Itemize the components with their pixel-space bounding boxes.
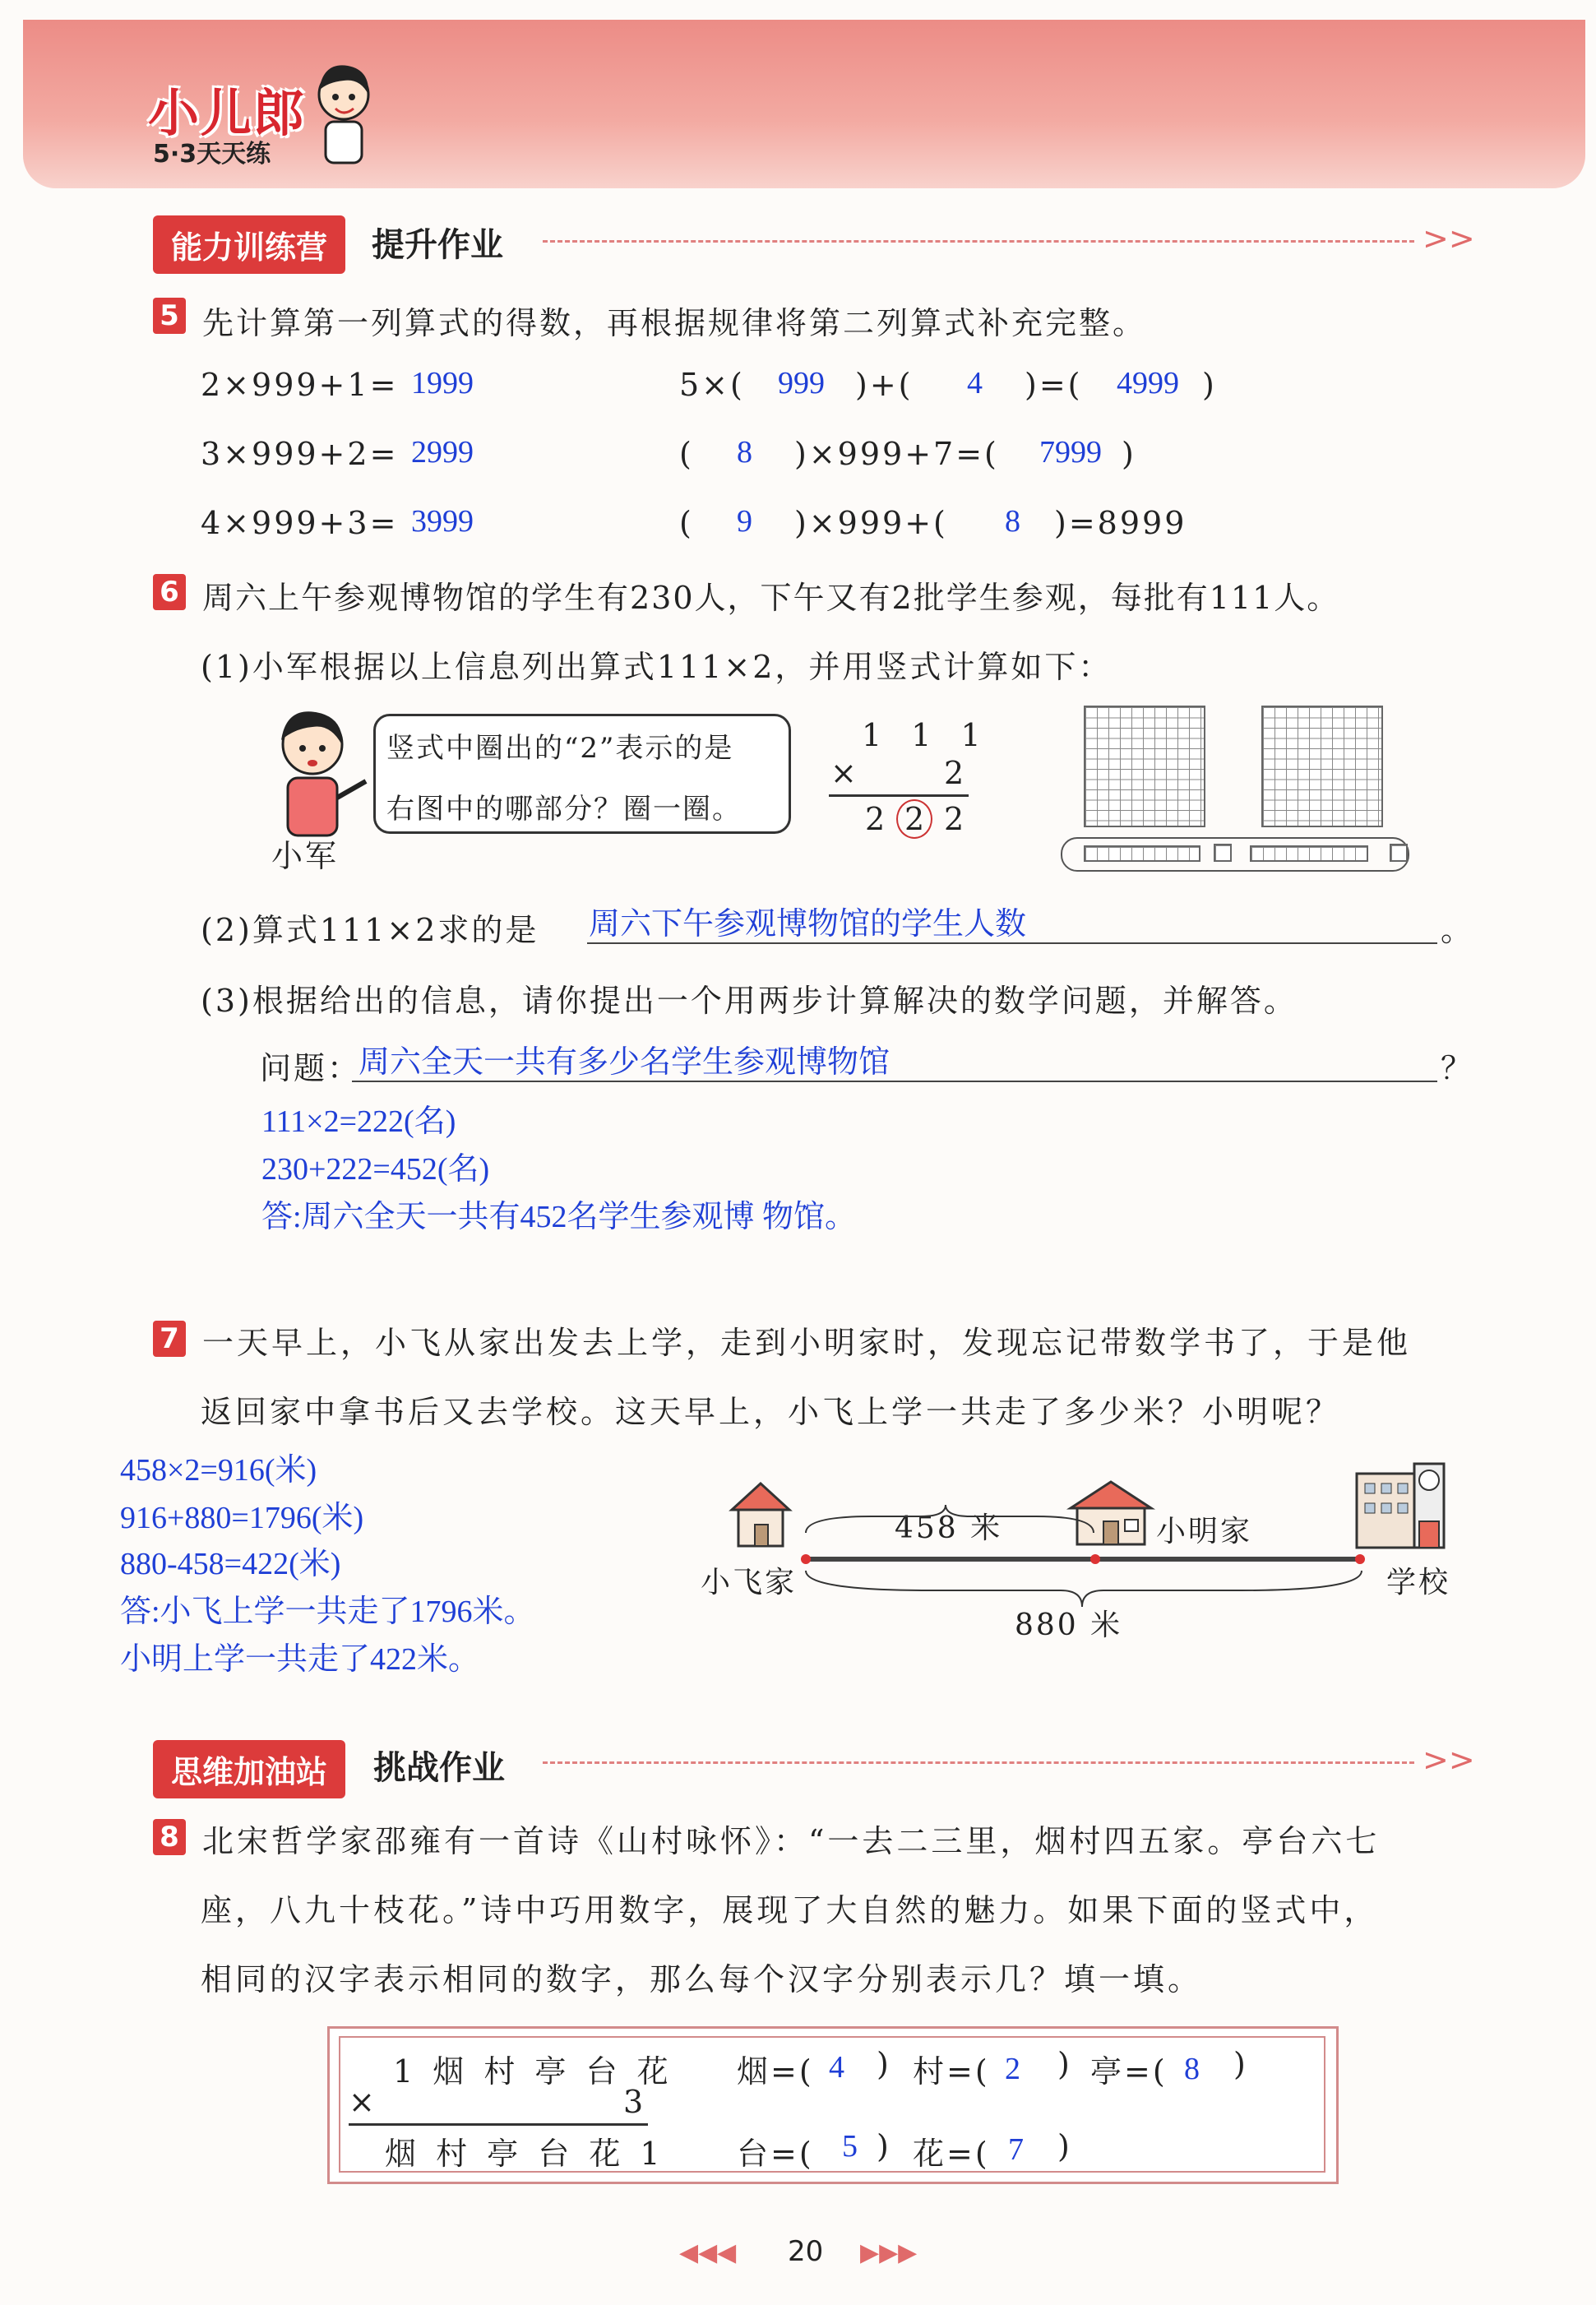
q8-fill-end-2: )	[1057, 2046, 1072, 2082]
q5-left-expr-3: 4×999+3=	[201, 505, 399, 541]
xiaojun-boy-icon	[255, 699, 378, 847]
page-number: 20	[788, 2235, 824, 2268]
circle-mark	[896, 799, 932, 839]
q5-r3-part-a: (	[679, 505, 694, 541]
q6-work-1[interactable]: 111×2=222(名)	[261, 1104, 456, 1139]
q7-work-4[interactable]: 答:小飞上学一共走了1796米。	[120, 1595, 535, 1629]
bubble-line-1: 竖式中圈出的“2”表示的是	[386, 732, 734, 765]
q5-r1-part-c: )+(	[855, 367, 914, 403]
q7-prompt-1: 一天早上，小飞从家出发去上学，走到小明家时，发现忘记带数学书了，于是他	[202, 1325, 1412, 1361]
hundred-block-1	[1084, 706, 1205, 827]
section-arrows-icon-2: >>	[1423, 1742, 1475, 1778]
next-arrows-icon: ▶▶▶	[860, 2238, 918, 2267]
q6-work-2[interactable]: 230+222=452(名)	[261, 1152, 490, 1187]
vert-res-digit-1: 2	[865, 801, 888, 837]
distance-label-458: 458 米	[895, 1511, 1003, 1545]
q8-fill-answer-4[interactable]: 5	[842, 2129, 858, 2164]
school-label: 学校	[1386, 1566, 1451, 1599]
hundred-block-2	[1261, 706, 1383, 827]
section-divider	[543, 240, 1414, 243]
q5-r1-part-d: )=(	[1025, 367, 1083, 403]
vert-row-2: 2	[944, 755, 967, 791]
q5-r3-part-c: )×999+(	[794, 505, 948, 541]
vert-res-digit-2: 2	[904, 801, 928, 837]
question-number-5: 5	[153, 298, 186, 334]
q5-left-answer-3[interactable]: 3999	[411, 504, 474, 539]
q7-work-5[interactable]: 小明上学一共走了422米。	[120, 1642, 480, 1677]
q5-r1-blank-1[interactable]: 999	[778, 366, 825, 400]
q8-fill-answer-1[interactable]: 4	[829, 2050, 844, 2085]
boy-name-label: 小军	[271, 838, 340, 874]
q5-r2-part-c: )×999+7=(	[794, 436, 999, 472]
prev-arrows-icon: ◀◀◀	[679, 2238, 737, 2267]
ten-bar-2	[1250, 845, 1368, 862]
brand-subtitle: 5·3天天练	[153, 140, 271, 169]
section-sub-thinking: 挑战作业	[373, 1749, 505, 1787]
question-number-6: 6	[153, 574, 186, 610]
q8-fill-label-4: 台=(	[737, 2136, 814, 2172]
q5-r2-part-a: (	[679, 436, 694, 472]
q6-prompt: 周六上午参观博物馆的学生有230人，下午又有2批学生参观，每批有111人。	[202, 580, 1340, 616]
q5-r1-blank-2[interactable]: 4	[967, 366, 983, 400]
q8-fill-label-5: 花=(	[913, 2136, 990, 2172]
q5-r2-blank-1[interactable]: 8	[737, 435, 752, 470]
q6-part2-end: 。	[1441, 912, 1475, 948]
q8-prompt-2: 座，八九十枝花。”诗中巧用数字，展现了大自然的魅力。如果下面的竖式中，	[201, 1892, 1379, 1928]
section-divider-2	[543, 1761, 1414, 1764]
section-tag-ability: 能力训练营	[153, 215, 345, 274]
q5-r2-part-d: )	[1122, 436, 1136, 472]
distance-label-880: 880 米	[1015, 1608, 1123, 1642]
q7-work-3[interactable]: 880-458=422(米)	[120, 1547, 341, 1581]
q6-part2: (2)算式111×2求的是	[201, 912, 539, 948]
q5-r3-part-d: )=8999	[1054, 505, 1187, 541]
q8-prompt-1: 北宋哲学家邵雍有一首诗《山村咏怀》：“一去二三里，烟村四五家。亭台六七	[202, 1823, 1381, 1859]
vert-row-1: 1 1 1	[862, 717, 991, 753]
school-building-icon	[1353, 1456, 1449, 1551]
section-sub-ability: 提升作业	[372, 226, 503, 264]
friend-home-label: 小明家	[1156, 1515, 1253, 1548]
unit-cube-2	[1390, 844, 1408, 862]
vert-times: ×	[830, 755, 859, 791]
q5-left-answer-1[interactable]: 1999	[411, 366, 474, 400]
q8-prompt-3: 相同的汉字表示相同的数字，那么每个汉字分别表示几？填一填。	[201, 1961, 1203, 1997]
ten-bar-1	[1084, 845, 1200, 862]
q8-vert-top: 1 烟 村 亭 台 花	[393, 2053, 673, 2090]
q6-question-end: ？	[1441, 1050, 1475, 1086]
q8-vert-bottom: 烟 村 亭 台 花 1	[385, 2136, 665, 2172]
q8-fill-end-5: )	[1057, 2128, 1072, 2164]
q8-vert-times: ×	[349, 2084, 377, 2120]
q5-left-expr-2: 3×999+2=	[201, 436, 399, 472]
q5-r1-part-e: )	[1202, 367, 1217, 403]
q7-work-1[interactable]: 458×2=916(米)	[120, 1453, 317, 1488]
q8-fill-answer-2[interactable]: 2	[1005, 2052, 1020, 2086]
q8-fill-label-3: 亭=(	[1090, 2053, 1168, 2090]
q5-prompt: 先计算第一列算式的得数，再根据规律将第二列算式补充完整。	[202, 305, 1147, 341]
brand-title: 小儿郎	[148, 83, 307, 143]
start-home-label: 小飞家	[701, 1566, 798, 1599]
q7-prompt-2: 返回家中拿书后又去学校。这天早上，小飞上学一共走了多少米？小明呢？	[201, 1394, 1341, 1430]
unit-cube-1	[1214, 844, 1232, 862]
q6-part3: (3)根据给出的信息，请你提出一个用两步计算解决的数学问题，并解答。	[201, 983, 1298, 1019]
q5-left-expr-1: 2×999+1=	[201, 367, 399, 403]
q8-vert-rule	[349, 2123, 648, 2126]
q5-r1-part-a: 5×(	[679, 367, 745, 403]
bubble-line-2: 右图中的哪部分？圈一圈。	[386, 793, 742, 826]
section-arrows-icon: >>	[1423, 220, 1475, 257]
q6-question-label: 问题：	[260, 1050, 362, 1086]
q7-work-2[interactable]: 916+880=1796(米)	[120, 1501, 364, 1535]
q5-r3-blank-1[interactable]: 9	[737, 504, 752, 539]
q5-r3-blank-2[interactable]: 8	[1005, 504, 1020, 539]
q6-part2-answer[interactable]: 周六下午参观博物馆的学生人数	[589, 907, 1027, 942]
q8-fill-end-3: )	[1233, 2046, 1248, 2082]
q8-fill-answer-5[interactable]: 7	[1008, 2132, 1024, 2167]
q8-vert-mult: 3	[623, 2084, 646, 2120]
home-house-icon	[724, 1477, 798, 1551]
q8-fill-end-1: )	[877, 2046, 891, 2082]
q6-work-3[interactable]: 答:周六全天一共有452名学生参观博 物馆。	[261, 1200, 857, 1234]
q8-fill-label-2: 村=(	[913, 2053, 990, 2090]
vert-rule	[829, 794, 969, 797]
mascot-boy-icon	[311, 58, 377, 173]
q8-fill-label-1: 烟=(	[737, 2053, 814, 2090]
q6-question-answer[interactable]: 周六全天一共有多少名学生参观博物馆	[359, 1045, 891, 1080]
question-number-8: 8	[153, 1819, 186, 1855]
vert-res-digit-3: 2	[944, 801, 967, 837]
q5-r2-blank-2[interactable]: 7999	[1039, 435, 1102, 470]
q5-left-answer-2[interactable]: 2999	[411, 435, 474, 470]
q5-r1-blank-3[interactable]: 4999	[1117, 366, 1179, 400]
question-number-7: 7	[153, 1321, 186, 1357]
q8-fill-end-4: )	[877, 2128, 891, 2164]
section-tag-thinking: 思维加油站	[153, 1740, 345, 1798]
q8-fill-answer-3[interactable]: 8	[1184, 2052, 1200, 2086]
q6-part1: (1)小军根据以上信息列出算式111×2，并用竖式计算如下：	[201, 649, 1113, 685]
